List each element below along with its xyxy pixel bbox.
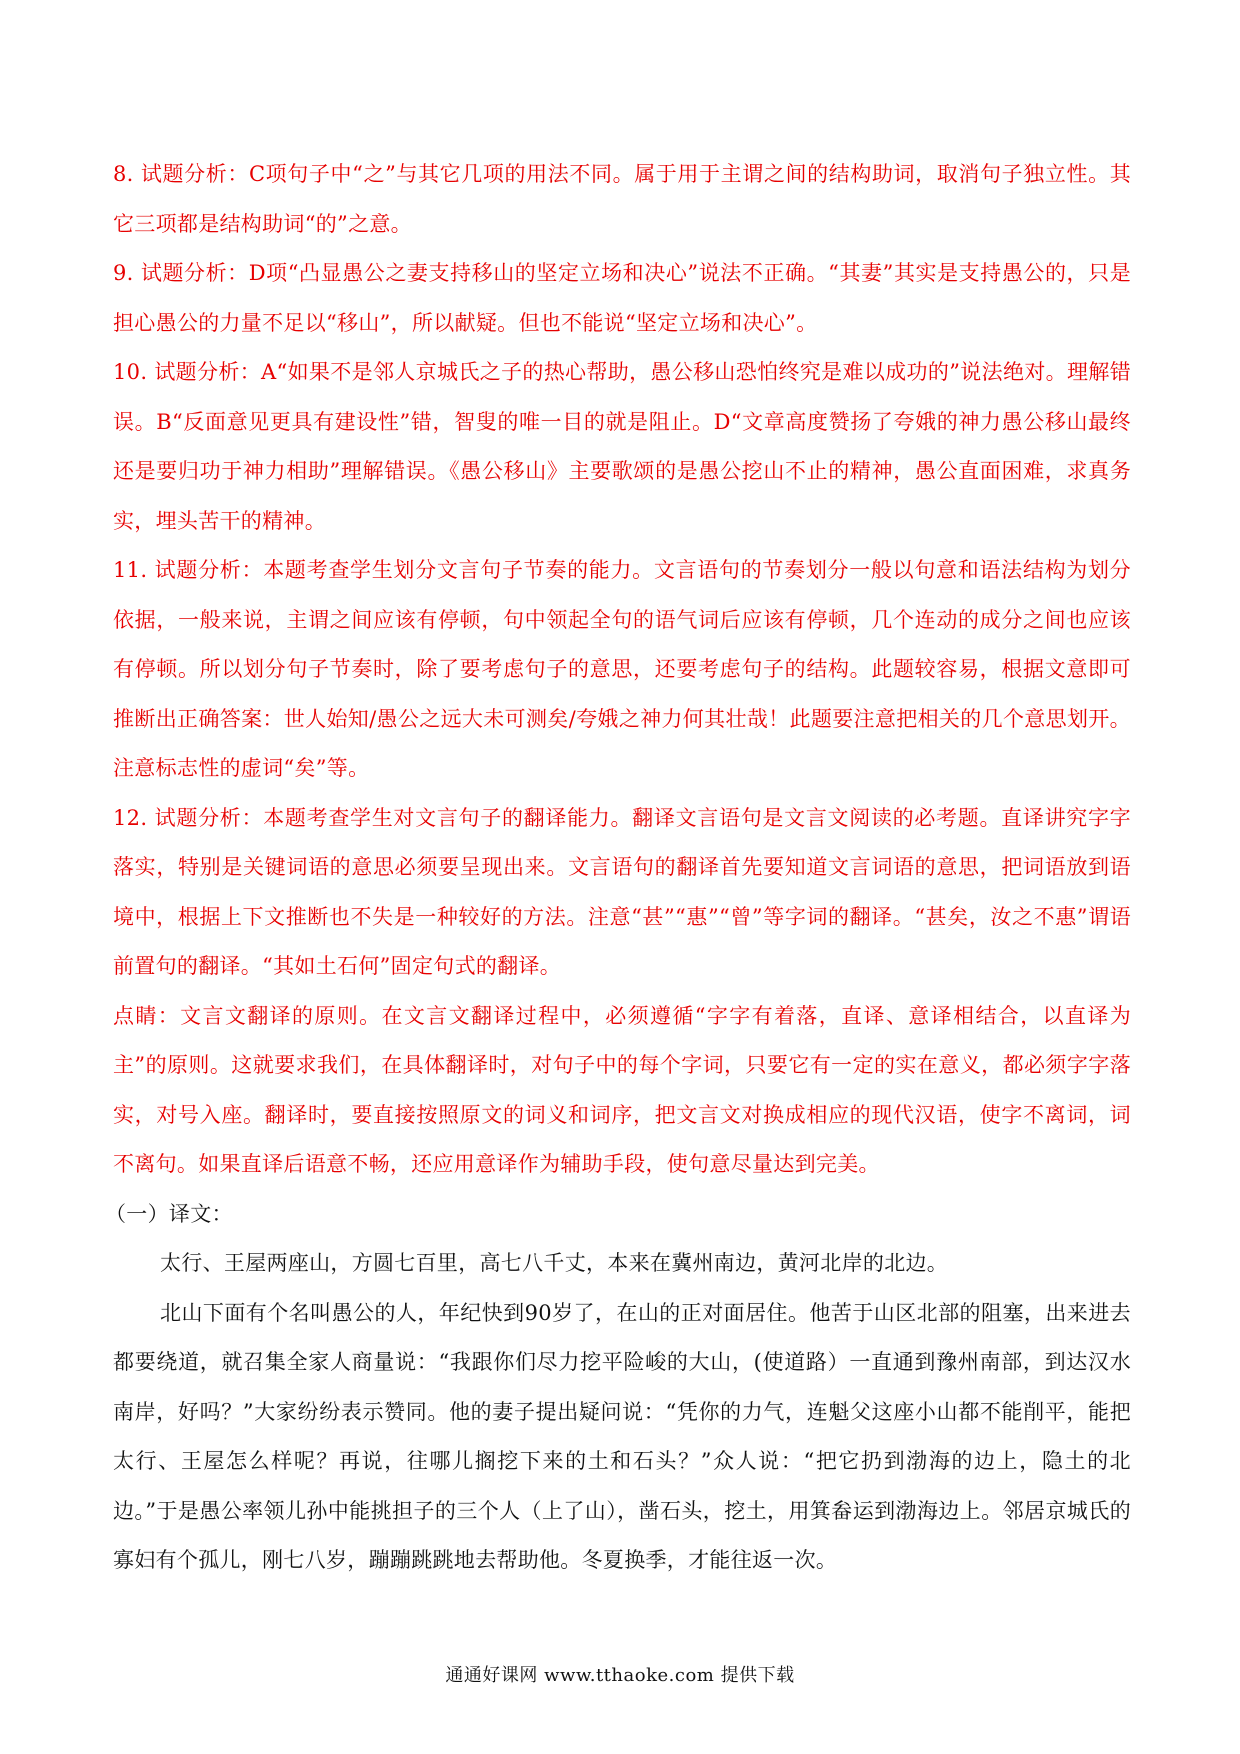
tip-paragraph: 点睛：文言文翻译的原则。在文言文翻译过程中，必须遵循“字字有着落，直译、意译相结合，以直译为主”的原则。这就要求我们，在具体翻译时，对句子中的每个字词，只要它有一定的实在意义，都必须字字落实，对号入座。翻译时，要直接按照原文的词义和词序，把文言文对换成相应的现代汉语，使字不离词，词不离句。如果直译后语意不畅，还应用意译作为辅助手段，使句意尽量达到完美。: [113, 1003, 1131, 1176]
page-footer: 通通好课网 www.tthaoke.com 提供下载: [445, 1665, 795, 1686]
translation-heading: （一）译文：: [105, 1201, 233, 1226]
page-content: [105, 150, 1131, 1586]
answer-10: 10. 试题分析：A“如果不是邻人京城氏之子的热心帮助，愚公移山恐怕终究是难以成功的”说法绝对。理解错误。B“反面意见更具有建设性”错，智叟的唯一目的就是阻止。D“文章高度赞扬了夸娥的神力愚公移山最终还是要归功于神力相助”理解错误。《愚公移山》主要歌颂的是愚公挖山不止的精神，愚公直面困难，求真务实，埋头苦干的精神。: [113, 360, 1131, 533]
answer-8: 8. 试题分析：C项句子中“之”与其它几项的用法不同。属于用于主谓之间的结构助词，取消句子独立性。其它三项都是结构助词“的”之意。: [113, 162, 1131, 236]
translation-paragraph-2: 北山下面有个名叫愚公的人，年纪快到90岁了，在山的正对面居住。他苦于山区北部的阻塞，出来进去都要绕道，就召集全家人商量说：“我跟你们尽力挖平险峻的大山，(使道路）一直通到豫州南部，到达汉水南岸，好吗？”大家纷纷表示赞同。他的妻子提出疑问说：“凭你的力气，连魁父这座小山都不能削平，能把太行、王屋怎么样呢？再说，往哪儿搁挖下来的土和石头？”众人说：“把它扔到渤海的边上，隐土的北边。”于是愚公率领儿孙中能挑担子的三个人（上了山），凿石头，挖土，用箕畚运到渤海边上。邻居京城氏的寡妇有个孤儿，刚七八岁，蹦蹦跳跳地去帮助他。冬夏换季，才能往返一次。: [113, 1300, 1131, 1572]
answer-9: 9. 试题分析：D项“凸显愚公之妻支持移山的坚定立场和决心”说法不正确。“其妻”其实是支持愚公的，只是担心愚公的力量不足以“移山”，所以献疑。但也不能说“坚定立场和决心”。: [113, 261, 1131, 335]
answer-12: 12. 试题分析：本题考查学生对文言句子的翻译能力。翻译文言语句是文言文阅读的必考题。直译讲究字字落实，特别是关键词语的意思必须要呈现出来。文言语句的翻译首先要知道文言词语的意思，把词语放到语境中，根据上下文推断也不失是一种较好的方法。注意“甚”“惠”“曾”等字词的翻译。“甚矣，汝之不惠”谓语前置句的翻译。“其如土石何”固定句式的翻译。: [113, 805, 1131, 978]
translation-paragraph-1: 太行、王屋两座山，方圆七百里，高七八千丈，本来在冀州南边，黄河北岸的北边。: [160, 1251, 949, 1275]
answer-11: 11. 试题分析：本题考查学生划分文言句子节奏的能力。文言语句的节奏划分一般以句意和语法结构为划分依据，一般来说，主谓之间应该有停顿，句中领起全句的语气词后应该有停顿，几个连动的成分之间也应该有停顿。所以划分句子节奏时，除了要考虑句子的意思，还要考虑句子的结构。此题较容易，根据文意即可推断出正确答案：世人始知/愚公之远大未可测矣/夸娥之神力何其壮哉！此题要注意把相关的几个意思划开。注意标志性的虚词“矣”等。: [113, 558, 1131, 780]
